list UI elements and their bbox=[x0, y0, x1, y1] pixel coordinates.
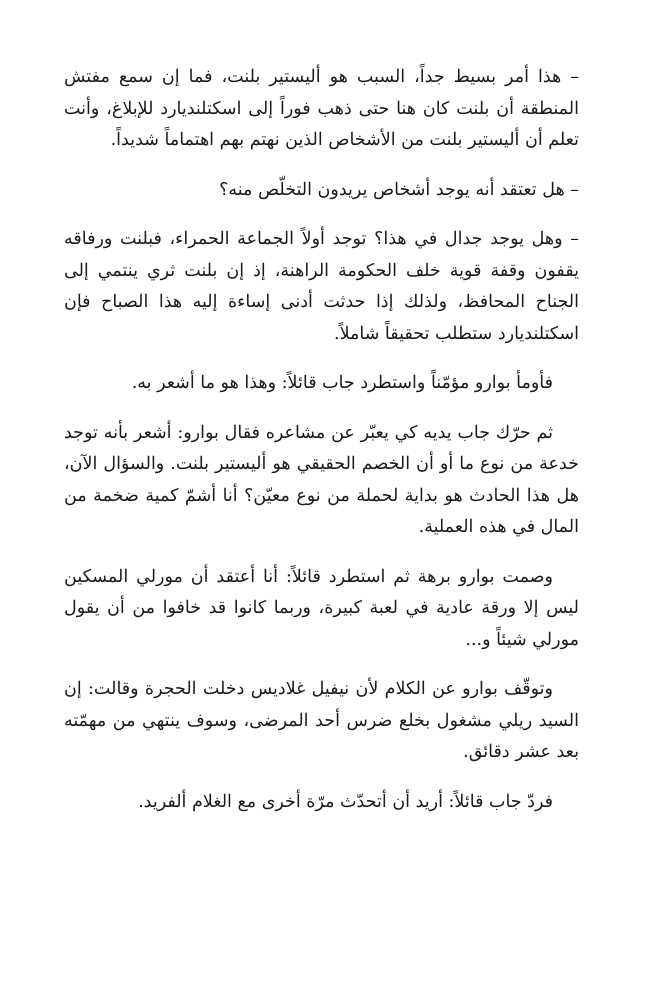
paragraph-7: وتوقّف بوارو عن الكلام لأن نيفيل غلاديس دخلت الحجرة وقالت: إن السيد ريلي مشغول بخلع ضرس أحد المرضى، وسوف ينتهي من مهمّته بعد عشر دقائق. bbox=[64, 679, 579, 762]
paragraph-5: ثم حرّك جاب يديه كي يعبّر عن مشاعره فقال بوارو: أشعر بأنه توجد خدعة من نوع ما أو أن الخصم الحقيقي هو أليستير بلنت. والسؤال الآن، هل هذا الحادث هو بداية لحملة من نوع معيّن؟ أنا أشمّ كمية ضخمة من المال في هذه العملية. bbox=[64, 422, 579, 537]
paragraph-4: فأومأ بوارو مؤمّناً واستطرد جاب قائلاً: وهذا هو ما أشعر به. bbox=[131, 373, 553, 393]
paragraph-2: – هل تعتقد أنه يوجد أشخاص يريدون التخلّص منه؟ bbox=[219, 179, 579, 200]
paragraph-3: – وهل يوجد جدال في هذا؟ توجد أولاً الجماعة الحمراء، فبلنت ورفاقه يقفون وقفة قوية خلف الحكومة الراهنة، إذ إن بلنت ثري ينتمي إلى الجناح المحافظ، ولذلك إذا حدثت أدنى إساءة إليه هذا الصباح فإن اسكتلنديارد ستطلب تحقيقاً شاملاً. bbox=[64, 229, 579, 344]
book-page bbox=[64, 62, 579, 836]
paragraph-8: فردّ جاب قائلاً: أريد أن أتحدّث مرّة أخرى مع الغلام ألفريد. bbox=[138, 791, 553, 812]
paragraph-6: وصمت بوارو برهة ثم استطرد قائلاً: أنا أعتقد أن مورلي المسكين ليس إلا ورقة عادية في لعبة كبيرة، وربما كانوا قد خافوا من أن يقول مورلي شيئاً و... bbox=[64, 566, 579, 650]
paragraph-1: – هذا أمر بسيط جداً، السبب هو أليستير بلنت، فما إن سمع مفتش المنطقة أن بلنت كان هنا حتى ذهب فوراً إلى اسكتلنديارد للإبلاغ، وأنت تعلم أن أليستير بلنت من الأشخاص الذين نهتم بهم اهتماماً شديداً. bbox=[64, 67, 579, 150]
